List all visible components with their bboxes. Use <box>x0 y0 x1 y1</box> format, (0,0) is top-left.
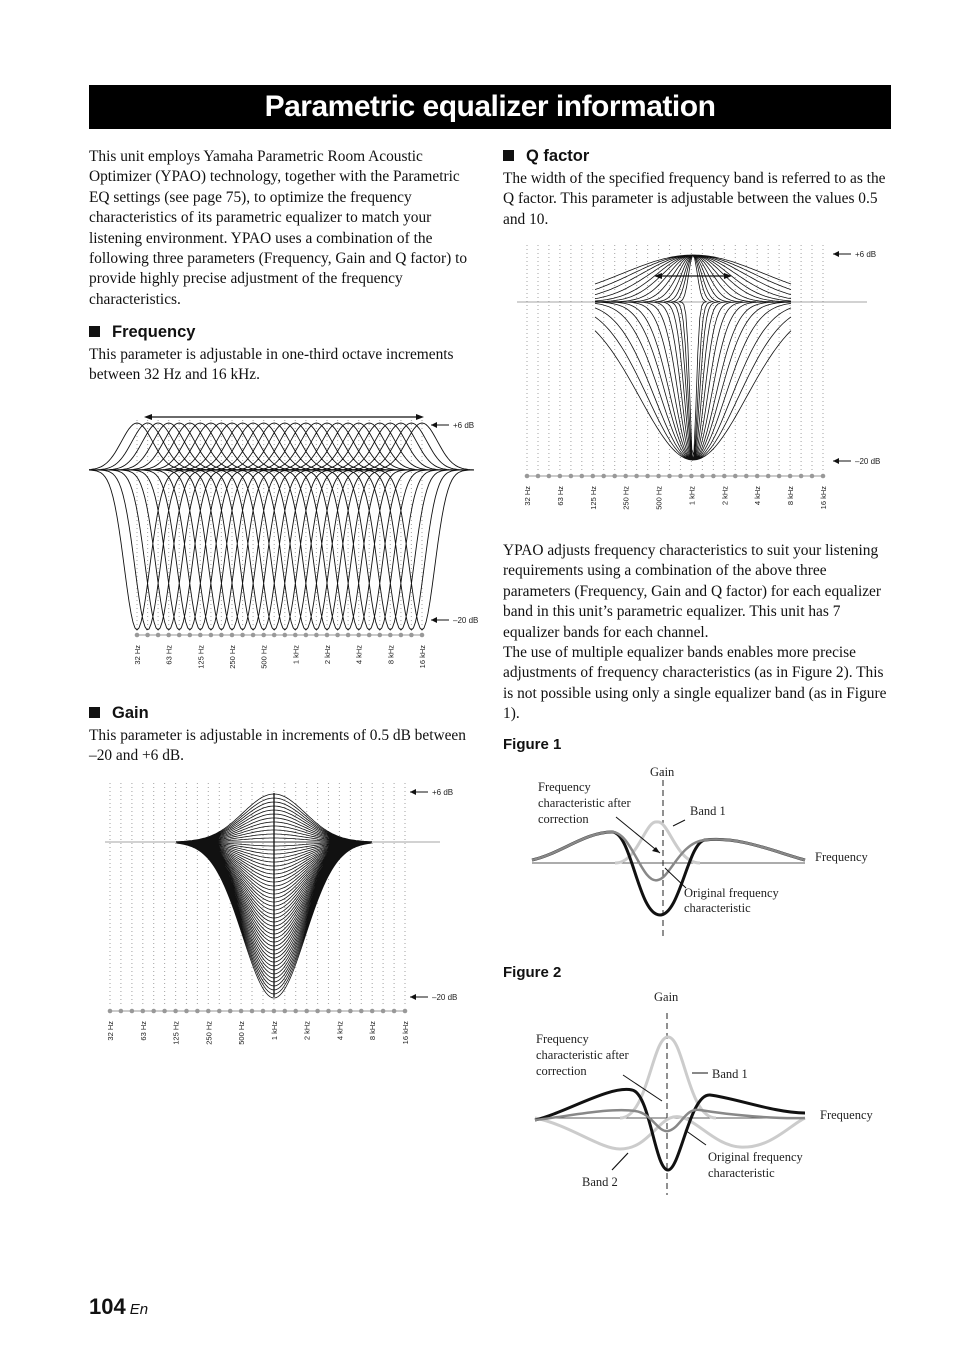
frequency-tick-label: 8 kHz <box>386 645 396 665</box>
after-label-line2: characteristic after <box>538 796 631 810</box>
db-marker-label: –20 dB <box>453 616 479 625</box>
q-cut-curves <box>595 302 791 460</box>
frequency-tick-label: 125 Hz <box>196 645 206 669</box>
frequency-tick-label: 2 kHz <box>302 1021 312 1041</box>
intro-paragraph: This unit employs Yamaha Parametric Room Acoustic Optimizer (YPAO) technology, together with the Parametric EQ settings (see page 75), to optimize the frequency characteristics of its parametric equalizer to match your listening environment. YPAO uses a combination of the following three parameters (Frequency, Gain and Q factor) to provide highly precise adjustment of the frequency characteristics. <box>89 148 468 308</box>
db-marker-label: +6 dB <box>432 788 454 797</box>
band1-arrow <box>673 820 685 826</box>
ypao-paragraph: YPAO adjusts frequency characteristics to suit your listening requirements using a combination of the above three parameters (Frequency, Gain and Q factor) for each equalizer band in this unit’s parametric equalizer. This unit has 7 equalizer bands for each channel. <box>503 542 882 641</box>
frequency-tick-label: 4 kHz <box>354 645 364 665</box>
band1-label: Band 1 <box>712 1067 748 1081</box>
page-title: Parametric equalizer information <box>89 85 891 129</box>
gain-paragraph: This parameter is adjustable in increments of 0.5 dB between –20 and +6 dB. <box>89 727 466 765</box>
frequency-tick-label: 2 kHz <box>720 486 730 506</box>
frequency-tick-label: 32 Hz <box>133 645 142 665</box>
gain-diagram <box>100 775 470 1055</box>
frequency-tick-label: 1 kHz <box>269 1021 279 1041</box>
qfactor-heading-label: Q factor <box>526 147 590 165</box>
frequency-tick-label: 250 Hz <box>204 1021 214 1045</box>
frequency-tick-label: 2 kHz <box>323 645 332 665</box>
figure1-diagram <box>520 760 890 940</box>
q-boost-curves <box>595 255 791 302</box>
after-label-line1: Frequency <box>536 1032 589 1046</box>
figure2-label: Figure 2 <box>503 964 562 981</box>
db-marker-label: –20 dB <box>855 457 881 466</box>
band2-arrow <box>612 1153 628 1170</box>
corrected-curve <box>532 832 805 880</box>
band1-curve <box>620 1037 716 1118</box>
figure2-diagram <box>520 985 890 1195</box>
frequency-tick-label: 500 Hz <box>259 645 269 669</box>
db-marker-arrow <box>431 422 437 428</box>
range-arrow-left <box>144 414 152 420</box>
gain-heading <box>89 704 149 723</box>
after-label-line3: correction <box>536 1064 587 1078</box>
db-marker-label: +6 dB <box>453 421 475 430</box>
after-label-line2: characteristic after <box>536 1048 629 1062</box>
band2-label: Band 2 <box>582 1175 618 1189</box>
frequency-tick-label: 63 Hz <box>138 1021 148 1041</box>
frequency-tick-label: 16 kHz <box>819 486 828 510</box>
frequency-diagram <box>89 405 479 675</box>
frequency-tick-label: 32 Hz <box>523 486 532 506</box>
original-arrow <box>685 1130 706 1145</box>
db-marker-label: +6 dB <box>855 250 877 259</box>
cut-curves <box>89 470 474 630</box>
range-arrow-right <box>416 414 424 420</box>
after-label-line1: Frequency <box>538 780 591 794</box>
frequency-tick-label: 8 kHz <box>368 1021 378 1041</box>
after-label-line3: correction <box>538 812 589 826</box>
db-marker-arrow <box>833 251 839 257</box>
frequency-tick-label: 500 Hz <box>654 486 664 510</box>
frequency-tick-label: 4 kHz <box>753 486 763 506</box>
frequency-paragraph: This parameter is adjustable in one-third octave increments between 32 Hz and 16 kHz. <box>89 346 454 384</box>
frequency-tick-label: 16 kHz <box>401 1021 410 1045</box>
db-marker-label: –20 dB <box>432 993 458 1002</box>
qfactor-paragraph: The width of the specified frequency band is referred to as the Q factor. This parameter is adjustable between the values 0.5 and 10. <box>503 170 886 228</box>
page-language: En <box>129 1301 149 1318</box>
original-label-line2: characteristic <box>708 1166 775 1180</box>
page-number <box>89 1294 148 1320</box>
frequency-label: Frequency <box>815 850 868 864</box>
frequency-tick-label: 250 Hz <box>228 645 237 669</box>
gain-heading-label: Gain <box>112 704 149 722</box>
original-label-line1: Original frequency <box>684 886 779 900</box>
band1-label: Band 1 <box>690 804 726 818</box>
db-marker-arrow <box>431 617 437 623</box>
db-marker-arrow <box>410 789 416 795</box>
bullet-square-icon <box>89 707 100 718</box>
frequency-tick-label: 16 kHz <box>418 645 427 669</box>
db-marker-arrow <box>833 458 839 464</box>
frequency-tick-label: 63 Hz <box>555 486 565 506</box>
frequency-heading <box>89 323 195 342</box>
bullet-square-icon <box>503 150 514 161</box>
frequency-tick-label: 8 kHz <box>786 486 796 506</box>
frequency-tick-label: 125 Hz <box>588 486 598 510</box>
multiband-paragraph: The use of multiple equalizer bands enables more precise adjustments of frequency characteristics (as in Figure 2). This is not possible using only a single equalizer band (as in Figure 1). <box>503 644 887 723</box>
boost-curves <box>89 423 474 470</box>
frequency-tick-label: 63 Hz <box>164 645 174 665</box>
frequency-tick-label: 4 kHz <box>335 1021 345 1041</box>
page-number-value: 104 <box>89 1294 126 1319</box>
frequency-tick-label: 1 kHz <box>687 486 697 506</box>
frequency-heading-label: Frequency <box>112 323 196 341</box>
frequency-tick-label: 125 Hz <box>171 1021 181 1045</box>
frequency-label: Frequency <box>820 1108 873 1122</box>
band2-curve <box>535 1117 805 1149</box>
gain-label: Gain <box>654 990 679 1004</box>
original-label-line2: characteristic <box>684 901 751 915</box>
db-marker-arrow <box>410 994 416 1000</box>
figure1-label: Figure 1 <box>503 736 562 753</box>
qfactor-diagram <box>515 240 885 520</box>
gain-label: Gain <box>650 765 675 779</box>
frequency-tick-label: 1 kHz <box>291 645 301 665</box>
frequency-tick-label: 500 Hz <box>237 1021 247 1045</box>
corrected-curve <box>535 1110 805 1131</box>
bullet-square-icon <box>89 326 100 337</box>
original-label-line1: Original frequency <box>708 1150 803 1164</box>
frequency-tick-label: 32 Hz <box>106 1021 115 1041</box>
frequency-tick-label: 250 Hz <box>621 486 631 510</box>
qfactor-heading <box>503 147 589 166</box>
